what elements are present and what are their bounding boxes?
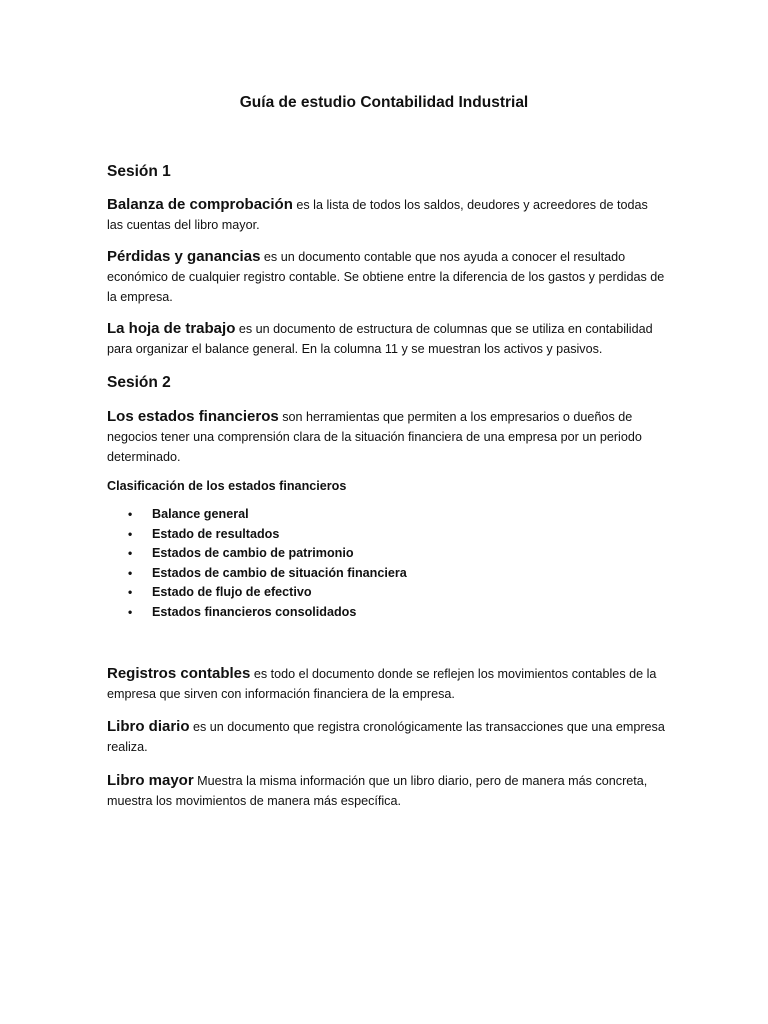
list-item xyxy=(107,525,407,545)
session-1-heading: Sesión 1 xyxy=(107,163,171,180)
registros-term: Registros contables xyxy=(107,665,251,682)
estados-text: son herramientas que permiten a los empresarios o dueños de negocios tener una comprensión clara de la situación financiera de una empresa por un periodo determinado. xyxy=(107,410,642,464)
list-item-label: Balance general xyxy=(152,507,249,521)
list-item xyxy=(107,564,407,584)
bullet-icon: • xyxy=(128,526,133,541)
list-item-label: Estados de cambio de patrimonio xyxy=(152,546,354,560)
list-item-label: Estado de flujo de efectivo xyxy=(152,585,312,599)
hoja-paragraph xyxy=(107,319,667,359)
list-item-label: Estado de resultados xyxy=(152,526,280,541)
perdidas-paragraph xyxy=(107,247,667,307)
diario-text: es un documento que registra cronológicamente las transacciones que una empresa realiza. xyxy=(107,720,665,754)
list-item xyxy=(107,544,407,564)
perdidas-text: es un documento contable que nos ayuda a conocer el resultado económico de cualquier registro contable. Se obtiene entre la diferencia de los gastos y perdidas de la empresa. xyxy=(107,250,665,304)
list-item xyxy=(107,583,407,603)
estados-paragraph xyxy=(107,407,667,467)
bullet-icon: • xyxy=(128,585,133,599)
document-title: Guía de estudio Contabilidad Industrial xyxy=(239,94,529,111)
registros-text: es todo el documento donde se reflejen los movimientos contables de la empresa que sirven con información financiera de la empresa. xyxy=(107,667,657,701)
diario-term: Libro diario xyxy=(107,718,190,735)
list-item-label: Estados de cambio de situación financiera xyxy=(152,565,407,580)
bullet-icon: • xyxy=(128,565,133,580)
clasificacion-list xyxy=(107,505,407,622)
mayor-text: Muestra la misma información que un libro diario, pero de manera más concreta, muestra los movimientos de manera más específica. xyxy=(107,774,648,808)
mayor-paragraph xyxy=(107,771,667,811)
balanza-term: Balanza de comprobación xyxy=(107,196,293,213)
hoja-text: es un documento de estructura de columnas que se utiliza en contabilidad para organizar el balance general. En la columna 11 y se muestran los activos y pasivos. xyxy=(107,322,653,356)
balanza-paragraph xyxy=(107,195,667,235)
clasificacion-heading: Clasificación de los estados financieros xyxy=(107,479,347,493)
list-item xyxy=(107,603,407,623)
estados-term: Los estados financieros xyxy=(107,408,279,425)
perdidas-term: Pérdidas y ganancias xyxy=(107,248,261,265)
mayor-term: Libro mayor xyxy=(107,772,194,789)
list-item xyxy=(107,505,407,525)
list-item-label: Estados financieros consolidados xyxy=(152,604,357,619)
registros-paragraph xyxy=(107,664,667,704)
session-2-heading: Sesión 2 xyxy=(107,374,171,391)
balanza-text: es la lista de todos los saldos, deudores y acreedores de todas las cuentas del libro mayor. xyxy=(107,198,648,232)
bullet-icon: • xyxy=(128,604,133,619)
bullet-icon: • xyxy=(128,507,133,521)
bullet-icon: • xyxy=(128,546,133,560)
hoja-term: La hoja de trabajo xyxy=(107,320,236,337)
diario-paragraph xyxy=(107,717,667,757)
